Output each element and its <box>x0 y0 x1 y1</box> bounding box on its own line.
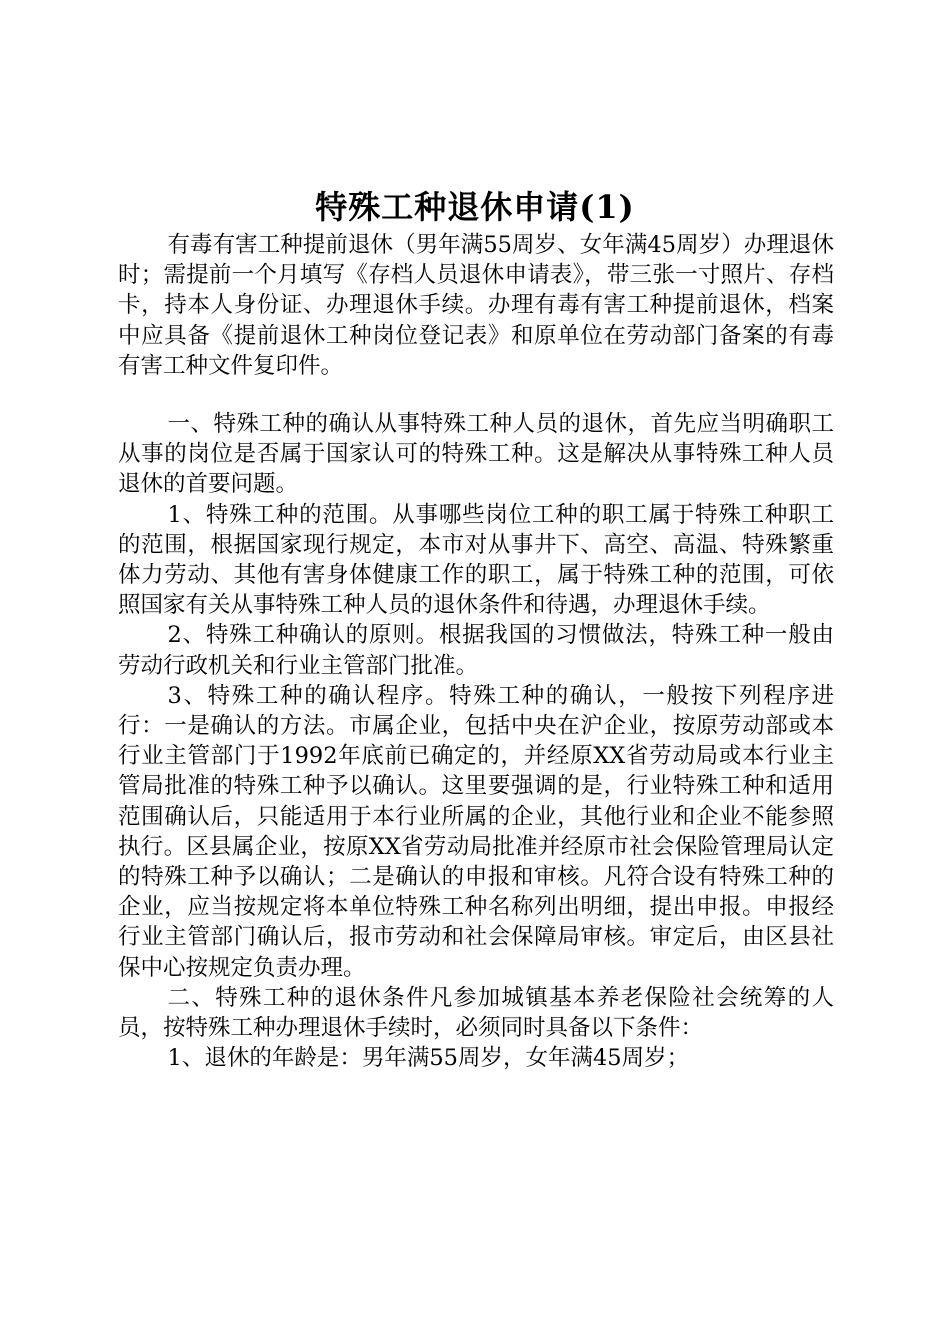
paragraph-intro: 有毒有害工种提前退休（男年满55周岁、女年满45周岁）办理退休时；需提前一个月填写《存档人员退休申请表》，带三张一寸照片、存档卡，持本人身份证、办理退休手续。办理有毒有害工种提前退休，档案中应具备《提前退休工种岗位登记表》和原单位在劳动部门备案的有毒有害工种文件复印件。 <box>118 232 834 379</box>
paragraph-item-1-age: 1、退休的年龄是：男年满55周岁，女年满45周岁； <box>167 1045 690 1072</box>
document-title: 特殊工种退休申请(1) <box>315 188 635 226</box>
paragraph-section-2: 二、特殊工种的退休条件凡参加城镇基本养老保险社会统筹的人员，按特殊工种办理退休手续时，必须同时具备以下条件： <box>118 984 834 1042</box>
paragraph-item-1-scope: 1、特殊工种的范围。从事哪些岗位工种的职工属于特殊工种职工的范围，根据国家现行规定，本市对从事井下、高空、高温、特殊繁重体力劳动、其他有害身体健康工作的职工，属于特殊工种的范围，可依照国家有关从事特殊工种人员的退休条件和待遇，办理退休手续。 <box>118 501 834 619</box>
paragraph-item-2-principle: 2、特殊工种确认的原则。根据我国的习惯做法，特殊工种一般由劳动行政机关和行业主管部门批准。 <box>118 622 834 679</box>
paragraph-item-3-procedure: 3、特殊工种的确认程序。特殊工种的确认，一般按下列程序进行：一是确认的方法。市属企业，包括中央在沪企业，按原劳动部或本行业主管部门于1992年底前已确定的，并经原XX省劳动局或本行业主管局批准的特殊工种予以确认。这里要强调的是，行业特殊工种和适用范围确认后，只能适用于本行业所属的企业，其他行业和企业不能参照执行。区县属企业，按原XX省劳动局批准并经原市社会保险管理局认定的特殊工种予以确认；二是确认的申报和审核。凡符合设有特殊工种的企业，应当按规定将本单位特殊工种名称列出明细，提出申报。申报经行业主管部门确认后，报市劳动和社会保障局审核。审定后，由区县社保中心按规定负责办理。 <box>118 682 834 981</box>
document-body <box>118 230 834 1073</box>
paragraph-section-1: 一、特殊工种的确认从事特殊工种人员的退休，首先应当明确职工从事的岗位是否属于国家认可的特殊工种。这是解决从事特殊工种人员退休的首要问题。 <box>118 411 834 498</box>
